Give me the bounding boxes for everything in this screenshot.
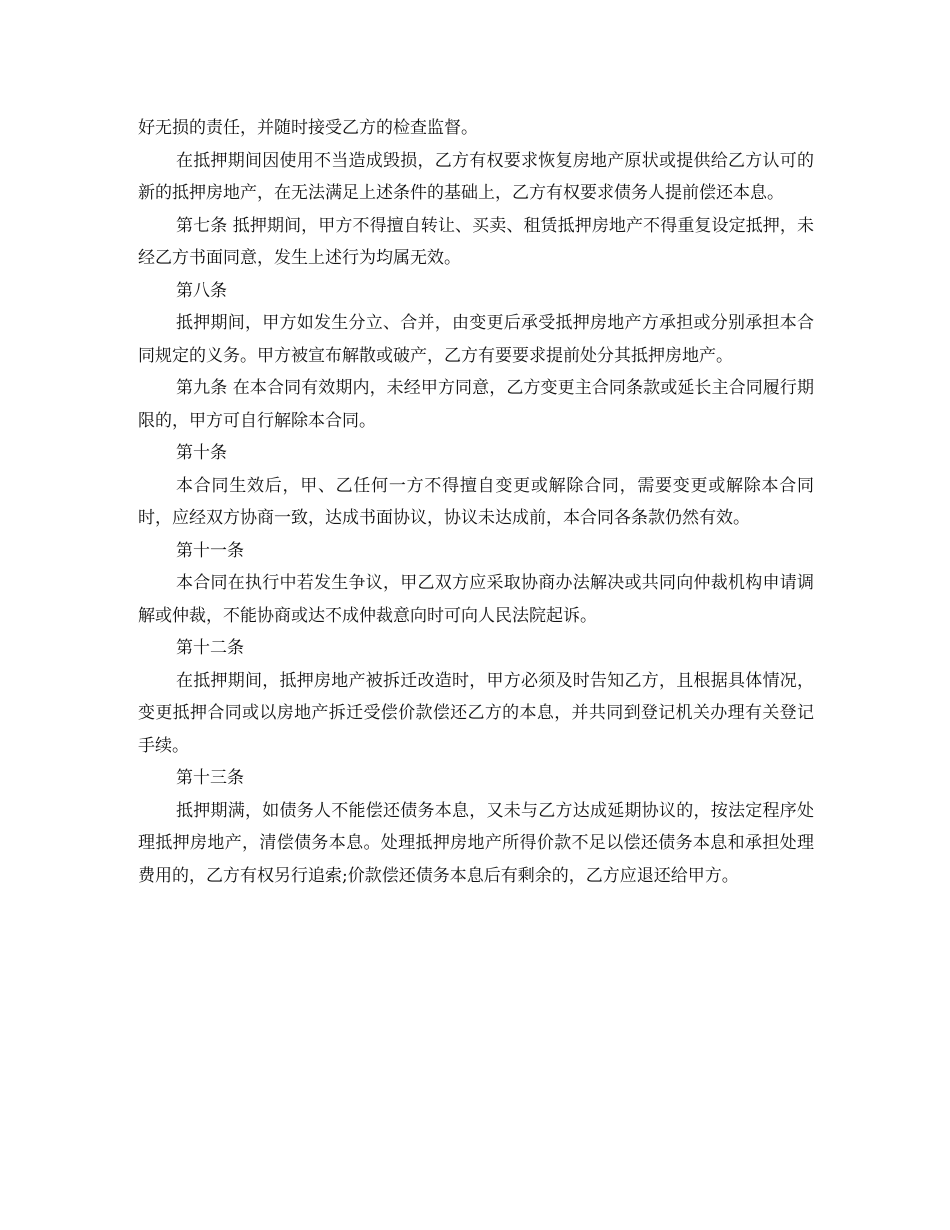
article-11-heading: 第十一条 (176, 540, 244, 561)
article-12-body: 在抵押期间，抵押房地产被拆迁改造时，甲方必须及时告知乙方，且根据具体情况，变更抵押合同或以房地产拆迁受偿价款偿还乙方的本息，并共同到登记机关办理有关登记手续。 (138, 670, 814, 756)
article-8-body: 抵押期间，甲方如发生分立、合并，由变更后承受抵押房地产方承担或分别承担本合同规定的义务。甲方被宣布解散或破产，乙方有要要求提前处分其抵押房地产。 (138, 313, 814, 366)
article-13-heading: 第十三条 (176, 768, 244, 788)
article-13-body: 抵押期满，如债务人不能偿还债务本息，又未与乙方达成延期协议的，按法定程序处理抵押房地产，清偿债务本息。处理抵押房地产所得价款不足以偿还债务本息和承担处理费用的，乙方有权另行追索;价款偿还债务本息后有剩余的，乙方应退还给甲方。 (138, 800, 814, 886)
article-8-heading: 第八条 (176, 280, 227, 301)
article-12-heading: 第十二条 (176, 638, 244, 658)
paragraph-damage-clause: 在抵押期间因使用不当造成毁损，乙方有权要求恢复房地产原状或提供给乙方认可的新的抵押房地产，在无法满足上述条件的基础上，乙方有权要求债务人提前偿还本息。 (138, 150, 814, 203)
article-11-body: 本合同在执行中若发生争议，甲乙双方应采取协商办法解决或共同向仲裁机构申请调解或仲裁，不能协商或达不成仲裁意向时可向人民法院起诉。 (138, 573, 814, 626)
article-10-body: 本合同生效后，甲、乙任何一方不得擅自变更或解除合同，需要变更或解除本合同时，应经双方协商一致，达成书面协议，协议未达成前，本合同各条款仍然有效。 (138, 475, 814, 528)
paragraph-continuation: 好无损的责任，并随时接受乙方的检查监督。 (138, 118, 478, 138)
article-7: 第七条 抵押期间，甲方不得擅自转让、买卖、租赁抵押房地产不得重复设定抵押，未经乙方书面同意，发生上述行为均属无效。 (138, 215, 814, 268)
article-9: 第九条 在本合同有效期内，未经甲方同意，乙方变更主合同条款或延长主合同履行期限的，甲方可自行解除本合同。 (138, 378, 814, 431)
document-page (138, 112, 814, 892)
article-10-heading: 第十条 (176, 443, 227, 463)
